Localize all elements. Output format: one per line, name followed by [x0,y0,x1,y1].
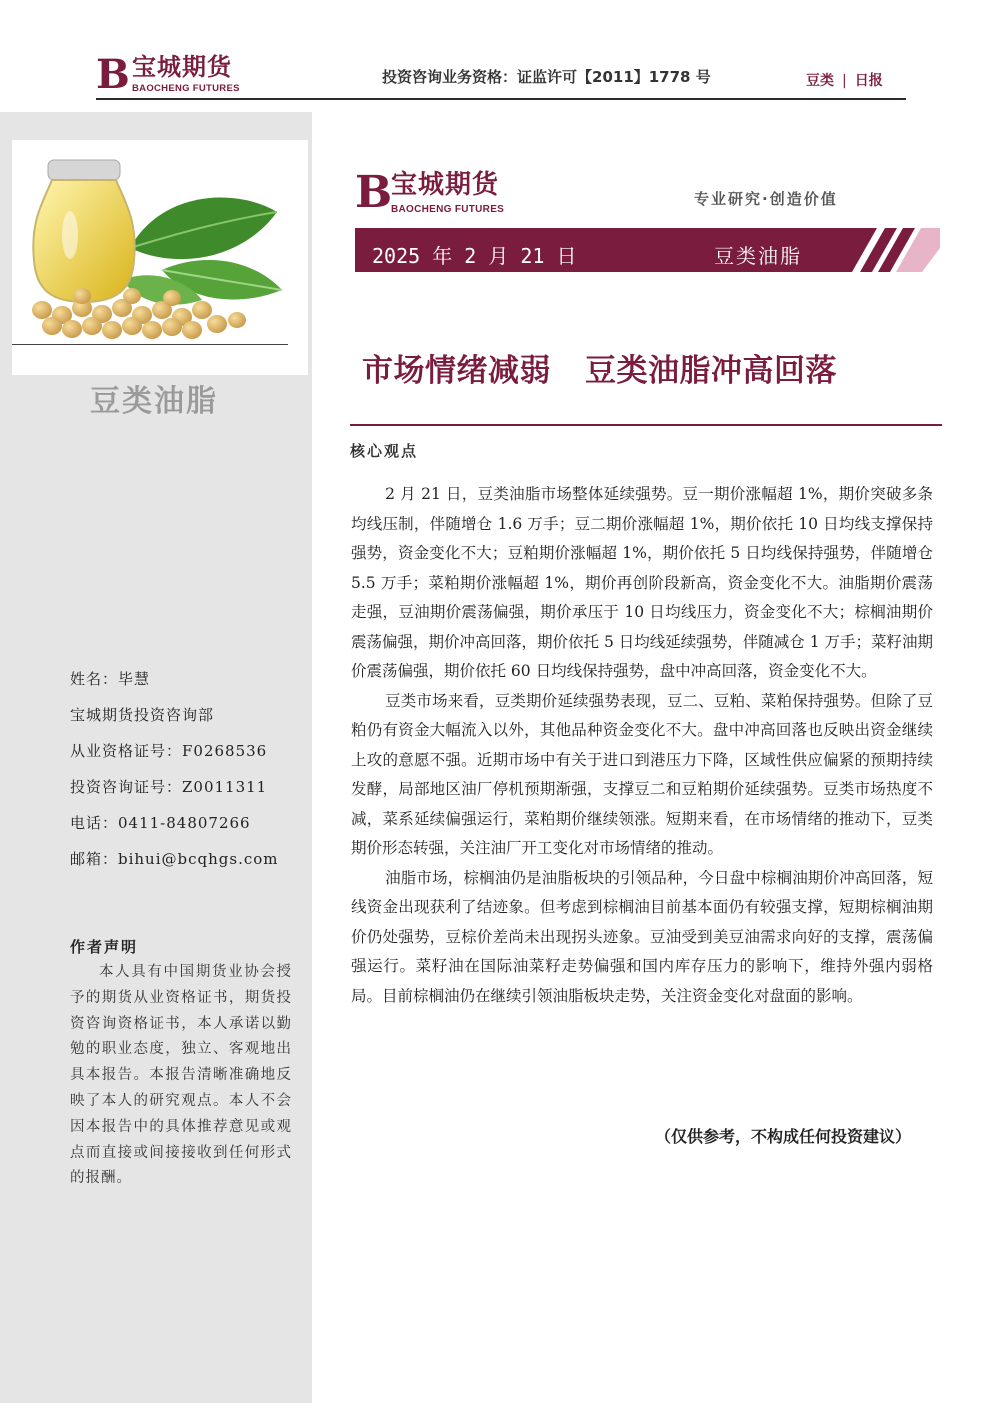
cover-divider [12,344,288,345]
logo-b-mark-icon: B [355,167,393,218]
logo-chinese-name: 宝城期货 [132,53,232,81]
headline-divider [350,424,942,426]
report-headline [362,345,837,390]
logo-english-name: BAOCHENG FUTURES [391,204,505,215]
analyst-phone: 电话：0411-84807266 [70,814,251,832]
report-date: 2025 年 2 月 21 日 [372,244,577,268]
analyst-email: 邮箱：bihui@bcqhgs.com [70,850,279,868]
tag-type: 日报 [854,73,883,89]
soybean-oil-illustration [12,140,308,375]
jar-lid [48,160,120,180]
analyst-department: 宝城期货投资咨询部 [70,706,215,724]
declaration-body: 本人具有中国期货业协会授予的期货从业资格证书，期货投资咨询资格证书，本人承诺以勤勉的职业态度，独立、客观地出具本报告。本报告清晰准确地反映了本人的研究观点。本人不会因本报告中的具体推荐意见或观点而直接或间接接收到任何形式的报酬。 [70,964,292,1187]
logo-chinese-name: 宝城期货 [391,170,500,200]
body-paragraph: 豆类市场来看，豆类期价延续强势表现，豆二、豆粕、菜粕保持强势。但除了豆粕仍有资金大幅流入以外，其他品种资金变化不大。盘中冲高回落也反映出资金继续上攻的意愿不强。近期市场中有关于进口到港压力下降，区域性供应偏紧的预期持续发酵，局部地区油厂停机预期渐强，支撑豆二和豆粕期价延续强势。豆类市场热度不减，菜系延续偏强运行，菜粕期价继续领涨。短期来看，在市场情绪的推动下，豆类期价形态转强，关注油厂开工变化对市场情绪的推动。 [351,691,933,857]
license-statement: 投资咨询业务资格：证监许可【2011】1778 号 [382,68,711,86]
cover-image [12,140,308,375]
oil-jar [33,180,134,302]
report-body [351,480,933,1011]
report-category: 豆类油脂 [714,244,802,268]
tag-separator: | [842,73,847,89]
brand-logo-header [96,52,256,100]
body-paragraph: 2 月 21 日，豆类油脂市场整体延续强势。豆一期价涨幅超 1%，期价突破多条均线压制，伴随增仓 1.6 万手；豆二期价涨幅超 1%，期价依托 10 日均线支撑保持强势，资金变化不大；豆粕期价涨幅超 1%，期价依托 5 日均线保持强势，伴随增仓 5.5 万手；菜粕期价涨幅超 1%，期价再创阶段新高，资金变化不大。油脂期价震荡走强，豆油期价震荡偏强，期价承压于 10 日均线压力，资金变化不大；棕榈油期价震荡偏强，期价冲高回落，期价依托 5 日均线延续强势，伴随减仓 1 万手；菜籽油期价震荡偏强，期价依托 60 日均线保持强势，盘中冲高回落，资金变化不大。 [351,485,933,680]
body-paragraph: 油脂市场，棕榈油仍是油脂板块的引领品种，今日盘中棕榈油期价冲高回落，短线资金出现获利了结迹象。但考虑到棕榈油目前基本面仍有较强支撑，短期棕榈油期价仍处强势，豆棕价差尚未出现拐头迹象。豆油受到美豆油需求向好的支撑，震荡偏强运行。菜籽油在国际油菜籽走势偏强和国内库存压力的影响下，维持外强内弱格局。目前棕榈油仍在继续引领油脂板块走势，关注资金变化对盘面的影响。 [351,868,933,1005]
brand-logo-report [355,168,525,218]
headline-part-2: 豆类油脂冲高回落 [585,353,837,389]
declaration-heading: 作者声明 [70,938,139,956]
disclaimer: （仅供参考，不构成任何投资建议） [655,1127,912,1146]
tag-category: 豆类 [806,73,834,89]
analyst-qualification: 从业资格证号：F0268536 [70,742,268,760]
slogan: 专业研究·创造价值 [694,190,838,208]
logo-english-name: BAOCHENG FUTURES [132,83,240,94]
analyst-name: 姓名：毕慧 [70,670,151,688]
headline-part-1: 市场情绪减弱 [362,353,551,389]
logo-b-mark-icon: B [96,51,130,98]
sidebar-title: 豆类油脂 [90,384,218,419]
core-view-heading: 核心观点 [350,442,419,460]
header-tags [806,70,883,90]
analyst-consulting-license: 投资咨询证号：Z0011311 [70,778,268,796]
header-divider [96,98,906,100]
